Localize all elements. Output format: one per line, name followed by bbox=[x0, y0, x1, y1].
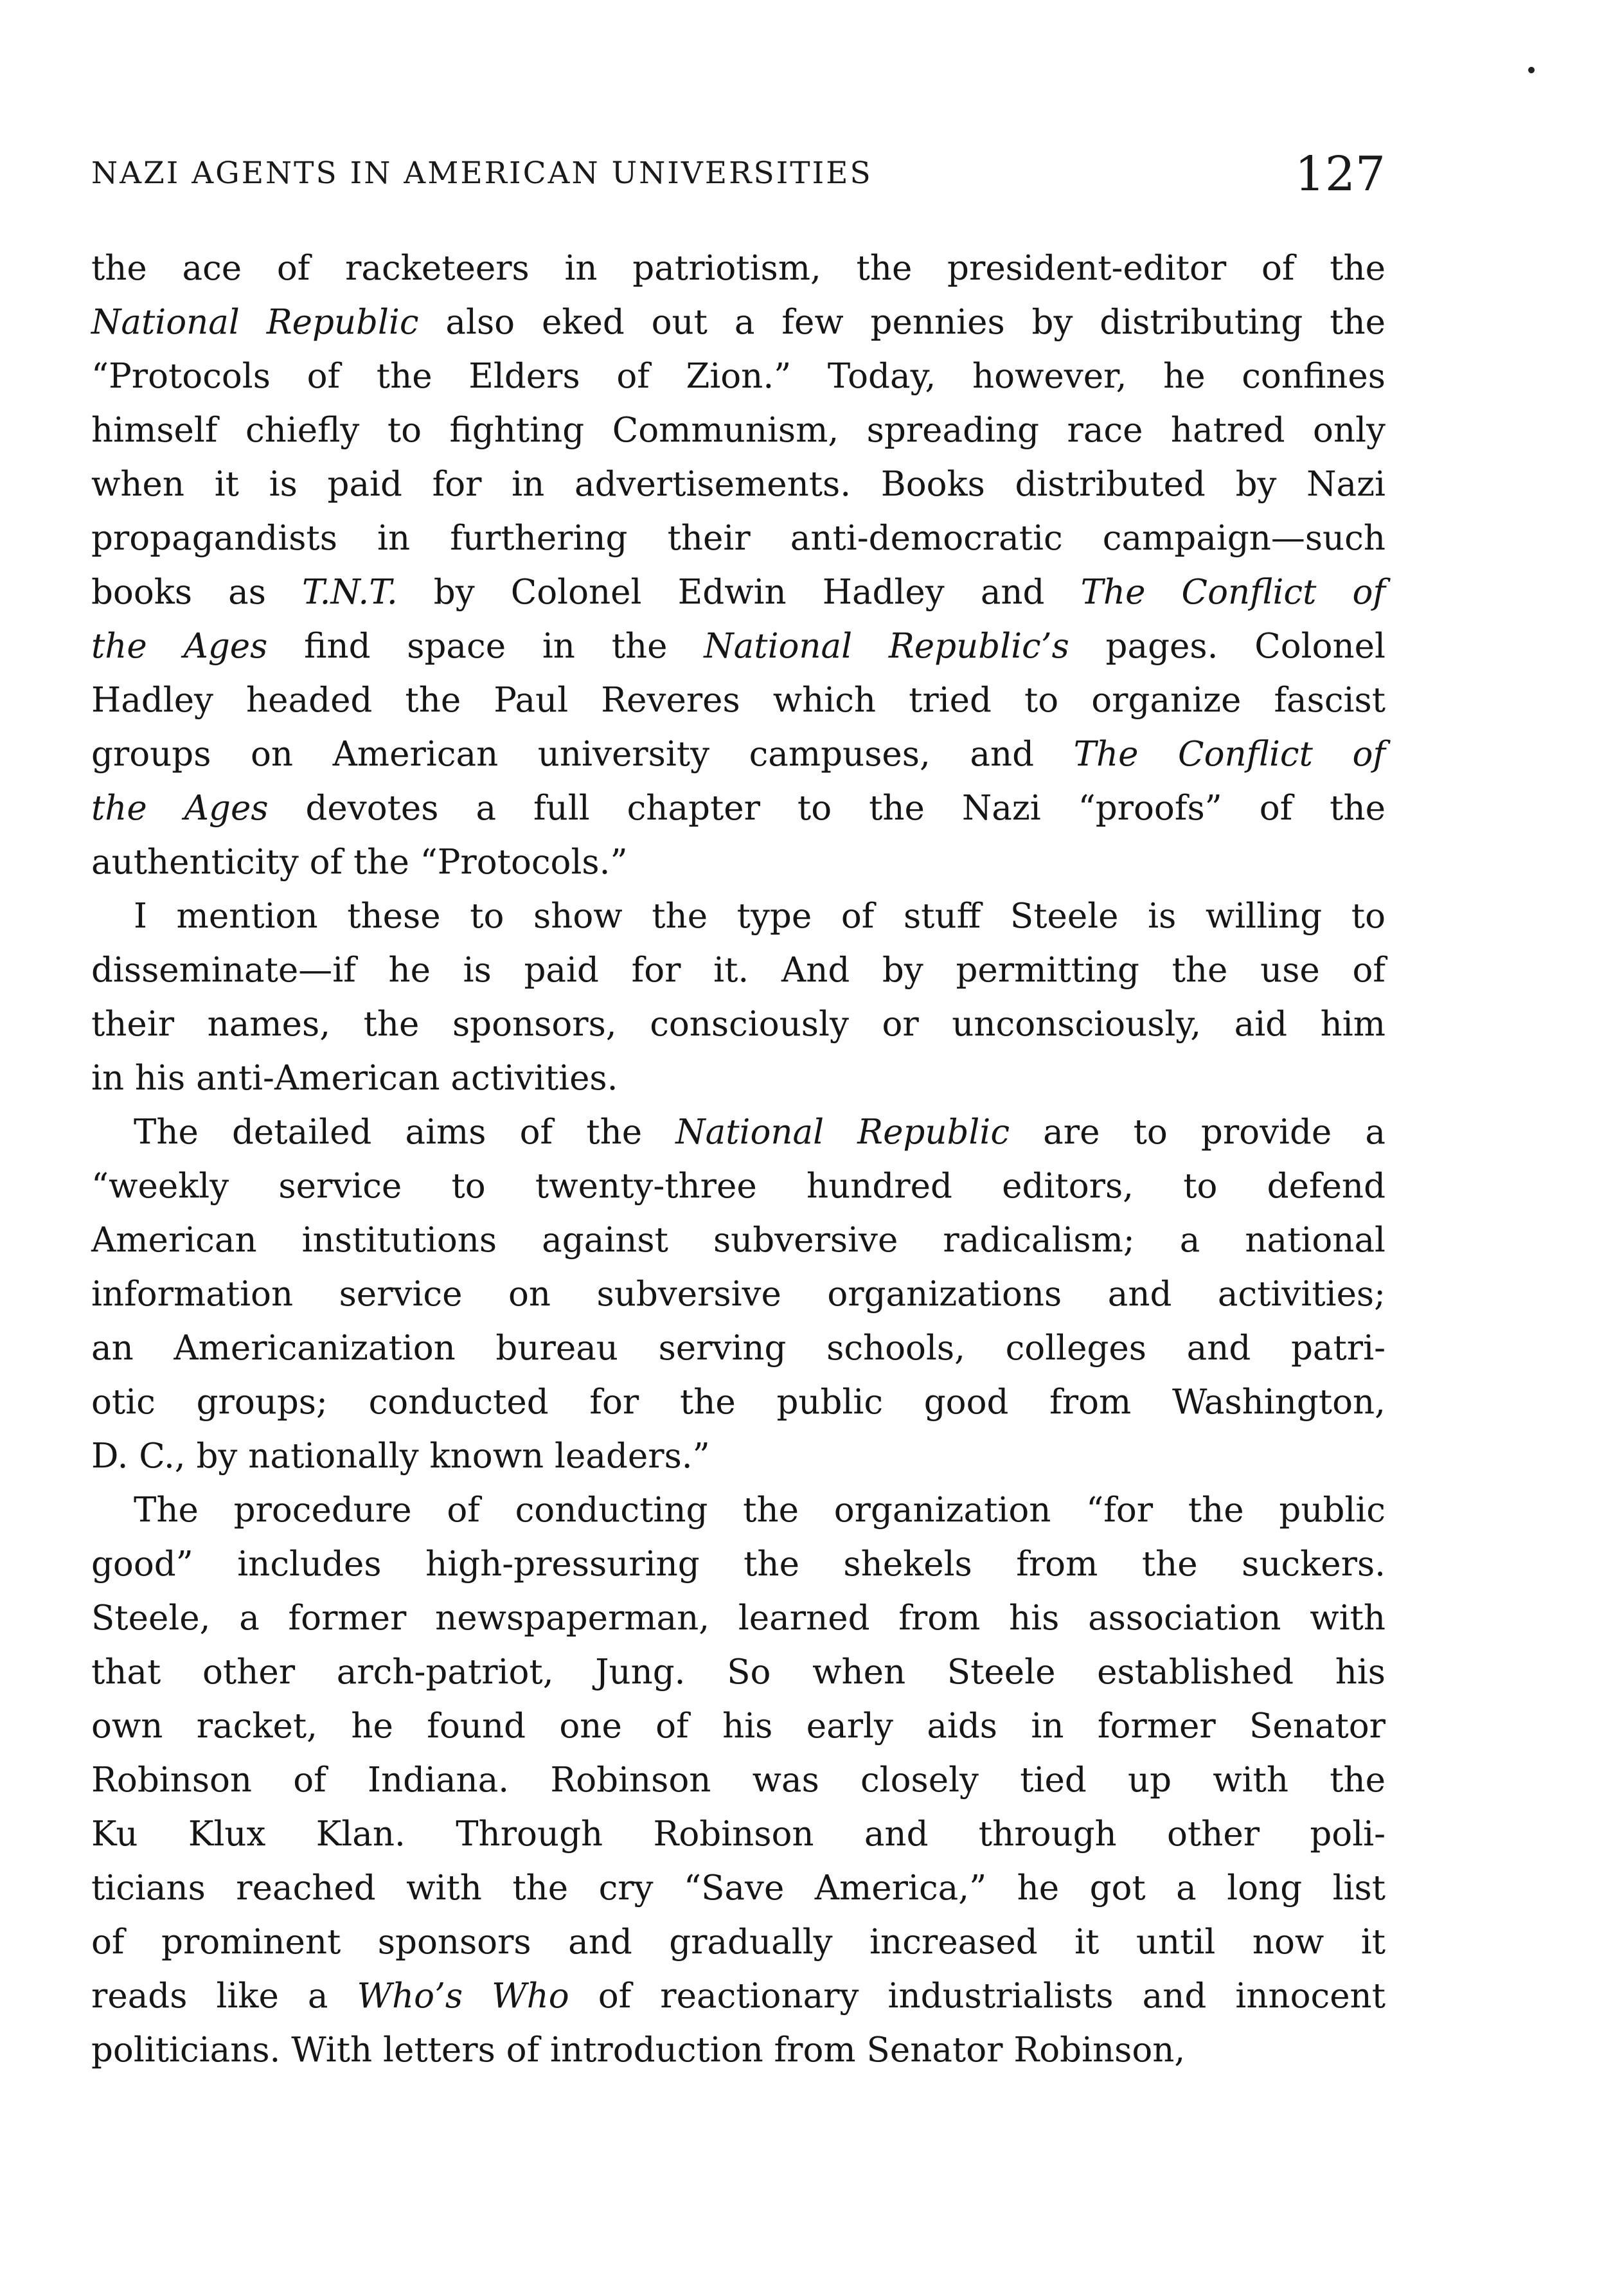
text-run: Steele, a former newspaperman, learned from his association with bbox=[91, 1599, 1386, 1638]
text-line bbox=[91, 620, 1386, 674]
text-line bbox=[91, 404, 1386, 458]
text-line bbox=[91, 566, 1386, 620]
text-run: information service on subversive organizations and activities; bbox=[91, 1275, 1386, 1314]
text-run: disseminate—if he is paid for it. And by permitting the use of bbox=[91, 951, 1386, 990]
text-run: politicians. With letters of introduction from Senator Robinson, bbox=[91, 2031, 1186, 2070]
text-run: find space in the bbox=[267, 627, 704, 666]
paragraph bbox=[91, 890, 1386, 1106]
text-run: books as bbox=[91, 573, 303, 612]
italic-title: The Conflict of bbox=[1073, 735, 1386, 774]
text-line bbox=[91, 2023, 1386, 2077]
text-line bbox=[91, 944, 1386, 998]
text-line bbox=[91, 242, 1386, 296]
text-run: in his anti-American activities. bbox=[91, 1059, 618, 1098]
text-run: “weekly service to twenty-three hundred editors, to defend bbox=[91, 1167, 1386, 1206]
paragraph bbox=[91, 1106, 1386, 1484]
text-run: I mention these to show the type of stuff Steele is willing to bbox=[134, 897, 1386, 936]
text-run: Robinson of Indiana. Robinson was closely tied up with the bbox=[91, 1761, 1386, 1800]
page-number: 127 bbox=[1294, 147, 1386, 202]
italic-title: National Republic’s bbox=[704, 627, 1069, 666]
text-line bbox=[91, 1753, 1386, 1807]
text-run: by Colonel Edwin Hadley and bbox=[397, 573, 1081, 612]
text-run: The detailed aims of the bbox=[134, 1113, 676, 1152]
text-line bbox=[91, 1538, 1386, 1592]
text-run: that other arch-patriot, Jung. So when Steele established his bbox=[91, 1653, 1386, 1692]
paragraph bbox=[91, 242, 1386, 890]
text-run: Ku Klux Klan. Through Robinson and through other poli- bbox=[91, 1815, 1386, 1854]
text-run: when it is paid for in advertisements. Books distributed by Nazi bbox=[91, 465, 1386, 504]
text-line bbox=[91, 1160, 1386, 1214]
text-run: D. C., by nationally known leaders.” bbox=[91, 1437, 710, 1476]
text-run: good” includes high-pressuring the shekels from the suckers. bbox=[91, 1545, 1386, 1584]
running-head bbox=[91, 147, 1386, 208]
text-line bbox=[91, 1376, 1386, 1430]
text-line bbox=[91, 1915, 1386, 1969]
italic-title: National Republic bbox=[675, 1113, 1010, 1152]
text-line bbox=[91, 350, 1386, 404]
text-run: reads like a bbox=[91, 1977, 357, 2016]
text-run: also eked out a few pennies by distributing the bbox=[418, 303, 1386, 342]
italic-title: Who’s Who bbox=[357, 1977, 569, 2016]
text-line bbox=[91, 458, 1386, 512]
body-text bbox=[91, 242, 1386, 2131]
text-line bbox=[91, 728, 1386, 782]
text-run: the ace of racketeers in patriotism, the president-editor of the bbox=[91, 249, 1386, 288]
text-run: himself chiefly to fighting Communism, spreading race hatred only bbox=[91, 411, 1386, 450]
text-run: own racket, he found one of his early aids in former Senator bbox=[91, 1707, 1386, 1746]
running-title: NAZI AGENTS IN AMERICAN UNIVERSITIES bbox=[91, 156, 873, 191]
text-line bbox=[91, 1322, 1386, 1376]
text-line bbox=[91, 890, 1386, 944]
text-run: an Americanization bureau serving schools, colleges and patri- bbox=[91, 1329, 1386, 1368]
text-line bbox=[91, 1861, 1386, 1915]
italic-title: T.N.T. bbox=[302, 573, 398, 612]
text-run: pages. Colonel bbox=[1069, 627, 1386, 666]
text-run: groups on American university campuses, and bbox=[91, 735, 1074, 774]
text-run: American institutions against subversive radicalism; a national bbox=[91, 1221, 1386, 1260]
text-line bbox=[91, 1214, 1386, 1268]
text-run: The procedure of conducting the organization “for the public bbox=[134, 1491, 1386, 1530]
italic-title: National Republic bbox=[91, 303, 419, 342]
italic-title: the Ages bbox=[91, 789, 269, 828]
text-line bbox=[91, 296, 1386, 350]
text-run: propagandists in furthering their anti-democratic campaign—such bbox=[91, 519, 1386, 558]
text-line bbox=[91, 1592, 1386, 1646]
text-run: devotes a full chapter to the Nazi “proofs” of the bbox=[268, 789, 1386, 828]
text-line bbox=[91, 836, 1386, 890]
text-line bbox=[91, 1268, 1386, 1322]
text-run: ticians reached with the cry “Save America,” he got a long list bbox=[91, 1869, 1386, 1908]
text-line bbox=[91, 1646, 1386, 1700]
paragraph bbox=[91, 1484, 1386, 2077]
text-line bbox=[91, 782, 1386, 836]
text-run: of prominent sponsors and gradually increased it until now it bbox=[91, 1923, 1386, 1962]
text-run: their names, the sponsors, consciously or unconsciously, aid him bbox=[91, 1005, 1386, 1044]
italic-title: The Conflict of bbox=[1080, 573, 1386, 612]
text-line bbox=[91, 1807, 1386, 1861]
text-run: otic groups; conducted for the public good from Washington, bbox=[91, 1383, 1386, 1422]
italic-title: the Ages bbox=[91, 627, 268, 666]
text-run: “Protocols of the Elders of Zion.” Today, however, he confines bbox=[91, 357, 1386, 396]
text-line bbox=[91, 512, 1386, 566]
text-line bbox=[91, 1052, 1386, 1106]
text-line bbox=[91, 1430, 1386, 1484]
text-line bbox=[91, 1106, 1386, 1160]
text-run: of reactionary industrialists and innocent bbox=[569, 1977, 1386, 2016]
text-run: authenticity of the “Protocols.” bbox=[91, 843, 628, 882]
text-run: are to provide a bbox=[1010, 1113, 1386, 1152]
ink-speck bbox=[1527, 66, 1536, 75]
text-line bbox=[91, 1484, 1386, 1538]
text-line bbox=[91, 1969, 1386, 2023]
text-line bbox=[91, 1700, 1386, 1753]
text-line bbox=[91, 998, 1386, 1052]
text-line bbox=[91, 674, 1386, 728]
text-run: Hadley headed the Paul Reveres which tried to organize fascist bbox=[91, 681, 1386, 720]
